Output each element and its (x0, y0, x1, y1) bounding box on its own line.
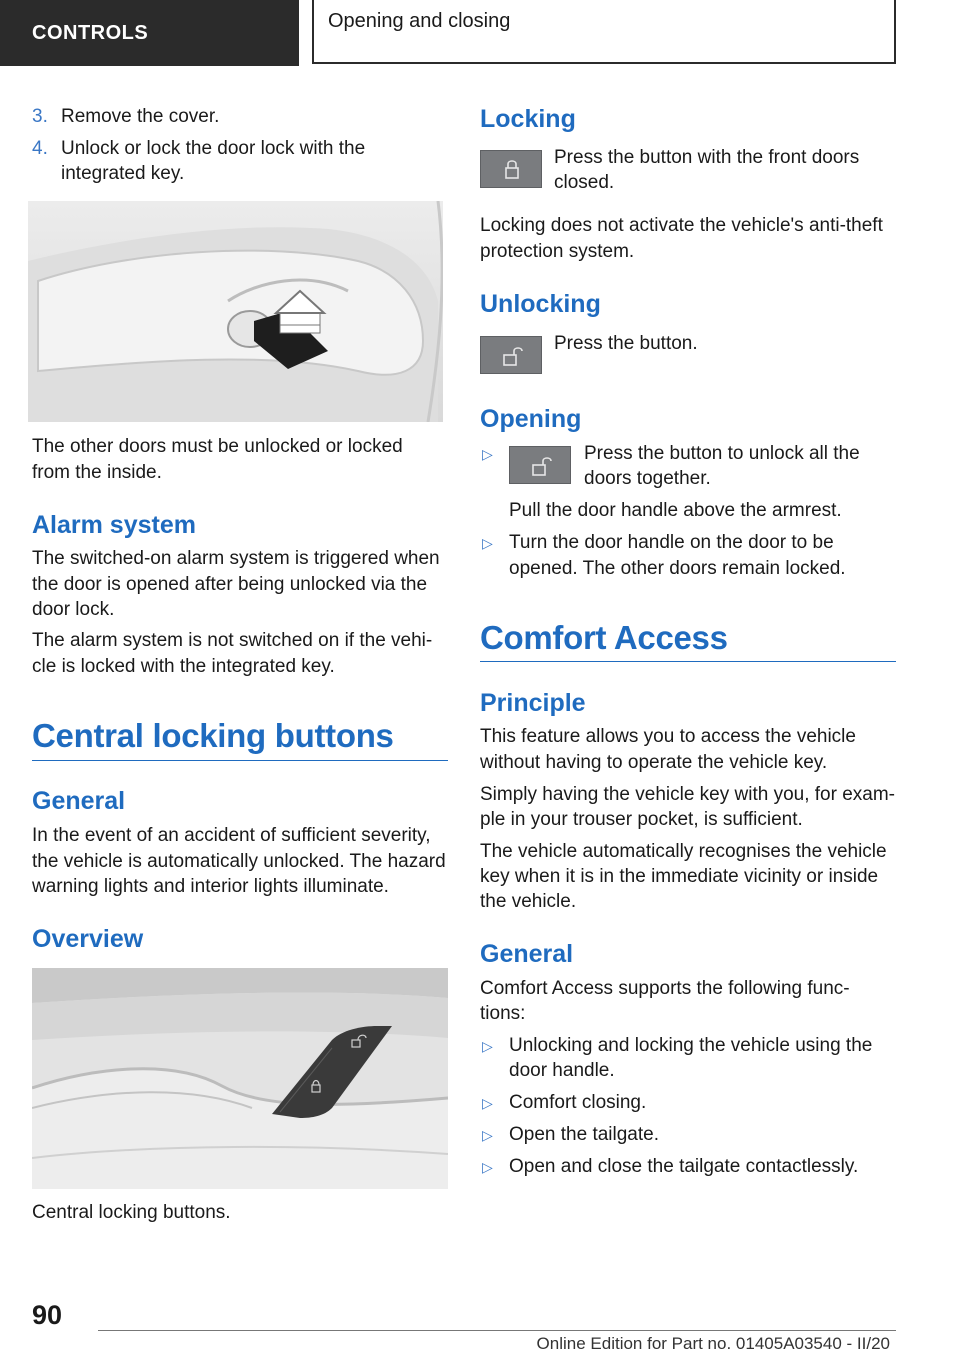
central-locking-heading: Central locking buttons (32, 717, 394, 754)
comfort-general-text: Comfort Access supports the following func‐ (480, 978, 850, 999)
section-rule (32, 760, 448, 761)
principle-heading: Principle (480, 689, 586, 717)
comfort-general-heading: General (480, 940, 574, 968)
alarm-text: cle is locked with the integrated key. (32, 656, 335, 677)
comfort-general-text: tions: (480, 1003, 526, 1024)
bullet-triangle-icon: ▷ (482, 1095, 493, 1111)
principle-text: without having to operate the vehicle key. (480, 752, 828, 773)
lock-button-icon (480, 150, 542, 188)
bullet-triangle-icon: ▷ (482, 1159, 493, 1175)
list-item: Unlocking and locking the vehicle using the (509, 1035, 873, 1056)
principle-text: The vehicle automatically recognises the vehicle (480, 841, 887, 862)
locking-note: protection system. (480, 241, 635, 262)
opening-text: Press the button to unlock all the (584, 443, 860, 464)
chapter-title: Opening and closing (312, 0, 896, 64)
step-number: 4. (32, 138, 48, 159)
alarm-text: door lock. (32, 599, 115, 620)
doors-note-line: The other doors must be unlocked or locked (32, 436, 403, 457)
alarm-text: the door is opened after being unlocked via the (32, 574, 428, 595)
opening-text: doors together. (584, 468, 711, 489)
principle-text: ple in your trouser pocket, is sufficient. (480, 809, 803, 830)
alarm-text: The alarm system is not switched on if the vehi‐ (32, 630, 433, 651)
bullet-triangle-icon: ▷ (482, 446, 493, 462)
opening-text: Pull the door handle above the armrest. (509, 500, 842, 521)
image-caption: Central locking buttons. (32, 1202, 231, 1223)
locking-heading: Locking (480, 105, 576, 133)
footer-rule (98, 1330, 896, 1331)
doors-note-line: from the inside. (32, 462, 162, 483)
bullet-triangle-icon: ▷ (482, 535, 493, 551)
bullet-triangle-icon: ▷ (482, 1127, 493, 1143)
locking-note: Locking does not activate the vehicle's anti-theft (480, 215, 883, 236)
door-lock-key-illustration (28, 201, 443, 422)
page-header (0, 0, 960, 66)
overview-heading: Overview (32, 925, 144, 953)
alarm-text: The switched-on alarm system is triggered when (32, 548, 440, 569)
step-text: integrated key. (61, 163, 185, 184)
section-rule (480, 661, 896, 662)
list-item: door handle. (509, 1060, 615, 1081)
locking-text: Press the button with the front doors (554, 147, 860, 168)
comfort-access-heading: Comfort Access (480, 619, 728, 656)
bullet-triangle-icon: ▷ (482, 1038, 493, 1054)
opening-text: Turn the door handle on the door to be (509, 532, 834, 553)
list-item: Comfort closing. (509, 1092, 647, 1113)
step-text: Unlock or lock the door lock with the (61, 138, 366, 159)
principle-text: key when it is in the immediate vicinity or inside (480, 866, 879, 887)
principle-text: the vehicle. (480, 891, 577, 912)
list-item: Open the tailgate. (509, 1124, 659, 1145)
unlocking-text: Press the button. (554, 333, 698, 354)
edition-text: Online Edition for Part no. 01405A03540 - II/20 (536, 1334, 890, 1353)
general-heading: General (32, 787, 126, 815)
list-item: Open and close the tailgate contactlessly. (509, 1156, 859, 1177)
step-number: 3. (32, 106, 48, 127)
central-locking-buttons-illustration (32, 968, 448, 1189)
alarm-heading: Alarm system (32, 511, 196, 539)
general-text: warning lights and interior lights illuminate. (32, 876, 389, 897)
section-label: CONTROLS (0, 0, 299, 66)
general-text: In the event of an accident of sufficient severity, (32, 825, 431, 846)
unlock-button-icon (509, 446, 571, 484)
unlocking-heading: Unlocking (480, 290, 601, 318)
general-text: the vehicle is automatically unlocked. The hazard (32, 851, 446, 872)
unlock-button-icon (480, 336, 542, 374)
page-number: 90 (32, 1300, 63, 1330)
opening-heading: Opening (480, 405, 582, 433)
opening-text: opened. The other doors remain locked. (509, 558, 846, 579)
locking-text: closed. (554, 172, 615, 193)
principle-text: Simply having the vehicle key with you, for exam‐ (480, 784, 896, 805)
step-text: Remove the cover. (61, 106, 220, 127)
principle-text: This feature allows you to access the vehicle (480, 726, 856, 747)
